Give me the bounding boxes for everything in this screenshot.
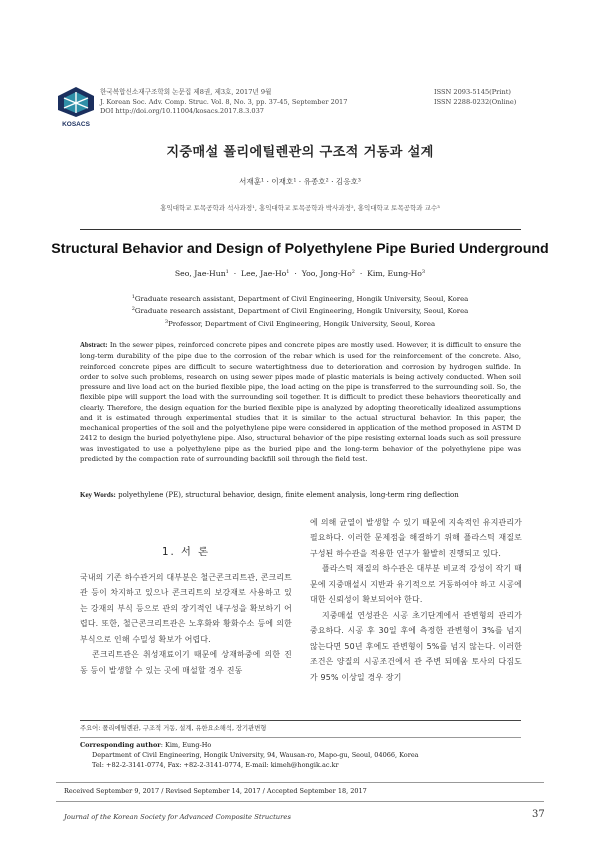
author-name: Lee, Jae-Ho [241,269,287,278]
page-number: 37 [532,809,545,820]
affiliations-ko: 홍익대학교 토목공학과 석사과정¹, 홍익대학교 토목공학과 박사과정², 홍익대학교 토목공학과 교수³ [160,204,440,212]
paper-title-en: Structural Behavior and Design of Polyethylene Pipe Buried Underground [51,241,549,257]
journal-logo [56,86,96,126]
keywords-label: Key Words: [80,491,116,499]
paragraph: 플라스틱 재질의 하수관은 대부분 비교적 강성이 작기 때문에 지중매설시 지반과 유기적으로 거동하여야 하고 시공에 대한 신뢰성이 확보되어야 한다. [310,564,522,605]
author-sup: 2 [351,269,355,275]
paragraph: 콘크리트관은 취성재료이기 때문에 상재하중에 의한 진동 등이 발생할 수 있는 곳에 매설할 경우 진동 [80,650,292,675]
abstract [80,340,521,464]
keywords [80,491,521,499]
paragraph: 에 의해 균열이 발생할 수 있기 때문에 지속적인 유지관리가 필요하다. 이러한 문제점을 해결하기 위해 플라스틱 재질로 구성된 하수관을 적용한 연구가 활발히 진행되고 있다. [310,518,522,558]
abstract-label: Abstract: [80,342,108,349]
paragraph: 지중매설 연성관은 시공 초기단계에서 관변형의 관리가 중요하다. 시공 후 30일 후에 측정한 관변형이 3%를 넘지 않는다면 50년 후에도 관변형이 5%를 넘지 않는다. 이러한 조건은 양질의 시공조건에서 관 주변 되메움 토사의 다짐도가 95% 이상일 경우 장기 [310,610,522,682]
footer-journal: Journal of the Korean Society for Advanced Composite Structures [64,813,291,821]
footnote-divider [80,720,521,721]
affiliation-line: $^3$Professor, Department of Civil Engineering, Hongik University, Seoul, Korea [164,318,436,328]
author-sup: 3 [421,269,426,275]
received-divider-2 [56,801,544,802]
right-column [310,515,522,685]
paper-title-ko: 지중매설 폴리에틸렌관의 구조적 거동과 설계 [166,145,434,160]
received-divider [56,782,544,783]
affiliation-line: $^2$Graduate research assistant, Department of Civil Engineering, Hongik University, Seoul, Korea [131,306,469,316]
title-divider [80,229,521,230]
doi-link[interactable]: DOI http://doi.org/10.11004/kosacs.2017.8.3.037 [100,107,264,116]
authors-ko: 서재훈¹ · 이재호¹ · 유종호² · 김응호³ [239,177,361,186]
affiliations-en [0,292,600,329]
left-column [80,570,292,678]
abstract-text: In the sewer pipes, reinforced concrete pipes and concrete pipes are mostly used. However, it is difficult to ensure the long-term durability of the pipe due to the corrosion of the rebar which is used for the reinforcement of the concrete. Also, reinforced concrete pipes are difficult to secure watertightness due to deterioration and corrosion by hydrogen sulfide. In order to solve such problems, research on using sewer pipes made of plastic materials is being actively conducted. When soil pressure and live load act on the buried flexible pipe, the load acting on the pipe is transferred to the surrounding soil. So, the flexible pipe will support the load with the surrounding soil together. It is difficult to predict these behaviors theoretically and clearly. Therefore, the design equation for the buried flexible pipe is analyzed by adopting theoretically idealized assumptions and it is estimated through experimental studies that it is similar to the actual structural behavior. In this paper, the mechanical properties of the soil and the polyethylene pipe were considered in application of the method proposed in ASTM D 2412 to design the buried polyethylene pipe. Also, structural behavior of the pipe resisting external loads such as soil pressure was investigated to use a polyethylene pipe as the buried pipe and the long-term behavior of the polyethylene pipe was predicted by the compaction rate of surrounding backfill soil through the field test. [80,341,521,463]
author-sup: 1 [286,269,290,275]
corr-address: Department of Civil Engineering, Hongik University, 94, Wausan-ro, Mapo-gu, Seoul, 04066, Korea [92,750,419,759]
author-name: Yoo, Jong-Ho [301,269,352,278]
corr-label: Corresponding author [80,741,161,749]
affiliation-line: $^1$Graduate research assistant, Department of Civil Engineering, Hongik University, Seoul, Korea [131,294,469,303]
keywords-ko: 주요어: 폴리에틸렌관, 구조적 거동, 설계, 유한요소해석, 장기관변형 [80,725,267,732]
author-name: Seo, Jae-Hun [174,269,226,278]
kosacs-logo-icon [56,86,96,118]
corr-name: : Kim, Eung-Ho [160,741,212,749]
received-dates: Received September 9, 2017 / Revised September 14, 2017 / Accepted September 18, 2017 [64,787,367,795]
paragraph: 국내의 기존 하수관거의 대부분은 철근콘크리트관, 콘크리트관 등이 차지하고 있으나 콘크리트의 보강재로 사용하고 있는 강재의 부식 등으로 관의 장기적인 내구성을 확보하기 어렵다. 또한, 철근콘크리트관은 노후화와 황화수소 등에 의한 부식으로 인해 수밀성 확보가 어렵다. [80,573,292,644]
journal-header [100,88,347,117]
journal-line-ko: 한국복합신소재구조학회 논문집 제8권, 제3호, 2017년 9월 [100,88,272,96]
section-heading: 1. 서 론 [162,547,210,558]
author-sup: 1 [225,269,229,275]
logo-text: KOSACS [62,121,90,128]
footnote-divider-2 [80,737,521,738]
corr-contact: Tel: +82-2-3141-0774, Fax: +82-2-3141-0774, E-mail: kimeh@hongik.ac.kr [92,760,339,769]
author-name: Kim, Eung-Ho [367,269,422,278]
corresponding-author [80,741,530,770]
journal-line-en: J. Korean Soc. Adv. Comp. Struc. Vol. 8, No. 3, pp. 37-45, September 2017 [100,97,348,106]
authors-en: Seo, Jae-Hun$^1$ · Lee, Jae-Ho$^1$ · Yoo, Jong-Ho$^2$ · Kim, Eung-Ho$^3$ [174,269,426,278]
issn-online: ISSN 2288-0232(Online) [434,97,517,106]
issn-print: ISSN 2093-5145(Print) [434,88,511,96]
issn-block [434,88,516,107]
keywords-text: polyethylene (PE), structural behavior, design, finite element analysis, long-term ring deflection [118,491,459,499]
